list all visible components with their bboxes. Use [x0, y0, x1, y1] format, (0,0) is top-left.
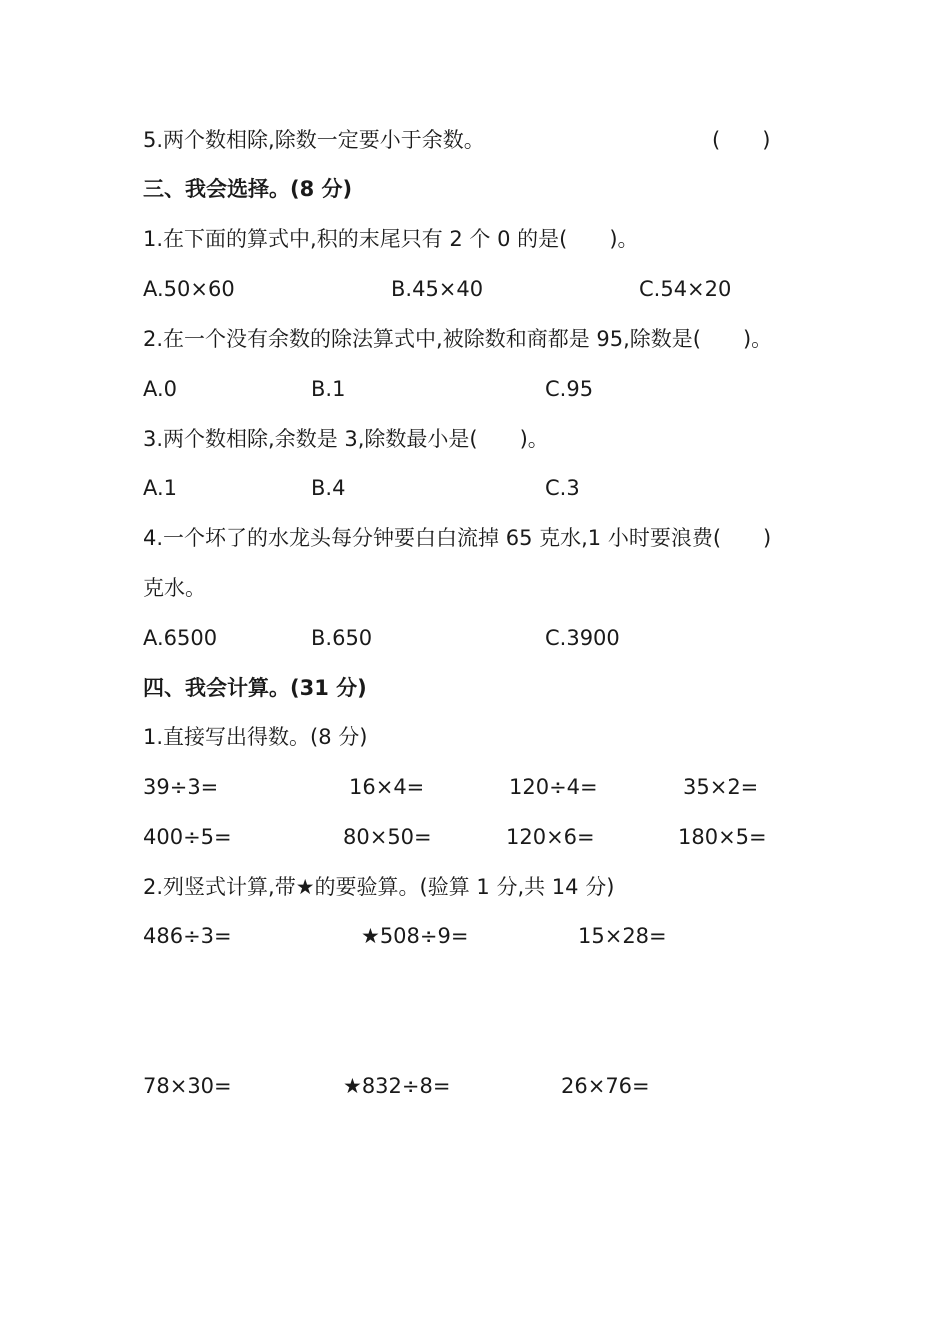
vertical-calc-item: 78×30= — [143, 1074, 232, 1098]
vertical-calc-item: 26×76= — [561, 1074, 650, 1098]
choice-question-2: 2.在一个没有余数的除法算式中,被除数和商都是 95,除数是( )。 — [143, 327, 773, 351]
choice-option-b: B.1 — [311, 377, 346, 401]
choice-option-c: C.54×20 — [639, 277, 732, 301]
choice-question-4: 4.一个坏了的水龙头每分钟要白白流掉 65 克水,1 小时要浪费( ) — [143, 526, 772, 550]
choice-question-1: 1.在下面的算式中,积的末尾只有 2 个 0 的是( )。 — [143, 227, 639, 251]
vertical-calc-item: ★832÷8= — [343, 1074, 451, 1098]
vertical-calc-item: 486÷3= — [143, 924, 232, 948]
calc-question-2: 2.列竖式计算,带★的要验算。(验算 1 分,共 14 分) — [143, 875, 615, 899]
choice-option-a: A.1 — [143, 476, 178, 500]
choice-question-3: 3.两个数相除,余数是 3,除数最小是( )。 — [143, 427, 549, 451]
oral-calc-item: 180×5= — [678, 825, 767, 849]
choice-option-a: A.0 — [143, 377, 178, 401]
choice-option-b: B.45×40 — [391, 277, 484, 301]
oral-calc-item: 120÷4= — [509, 775, 598, 799]
vertical-calc-item: ★508÷9= — [361, 924, 469, 948]
choice-option-b: B.4 — [311, 476, 346, 500]
oral-calc-item: 120×6= — [506, 825, 595, 849]
vertical-calc-item: 15×28= — [578, 924, 667, 948]
choice-option-c: C.95 — [545, 377, 594, 401]
oral-calc-item: 39÷3= — [143, 775, 219, 799]
choice-option-c: C.3900 — [545, 626, 620, 650]
oral-calc-item: 80×50= — [343, 825, 432, 849]
choice-option-a: A.6500 — [143, 626, 218, 650]
choice-option-b: B.650 — [311, 626, 373, 650]
oral-calc-item: 35×2= — [683, 775, 759, 799]
oral-calc-item: 16×4= — [349, 775, 425, 799]
judge-question-5: 5.两个数相除,除数一定要小于余数。 — [143, 128, 485, 152]
choice-option-c: C.3 — [545, 476, 580, 500]
section-heading-calc: 四、我会计算。(31 分) — [143, 676, 367, 700]
answer-paren: ( ) — [712, 128, 771, 152]
calc-question-1: 1.直接写出得数。(8 分) — [143, 725, 368, 749]
choice-question-4-continued: 克水。 — [143, 576, 206, 600]
section-heading-choice: 三、我会选择。(8 分) — [143, 177, 353, 201]
oral-calc-item: 400÷5= — [143, 825, 232, 849]
choice-option-a: A.50×60 — [143, 277, 235, 301]
